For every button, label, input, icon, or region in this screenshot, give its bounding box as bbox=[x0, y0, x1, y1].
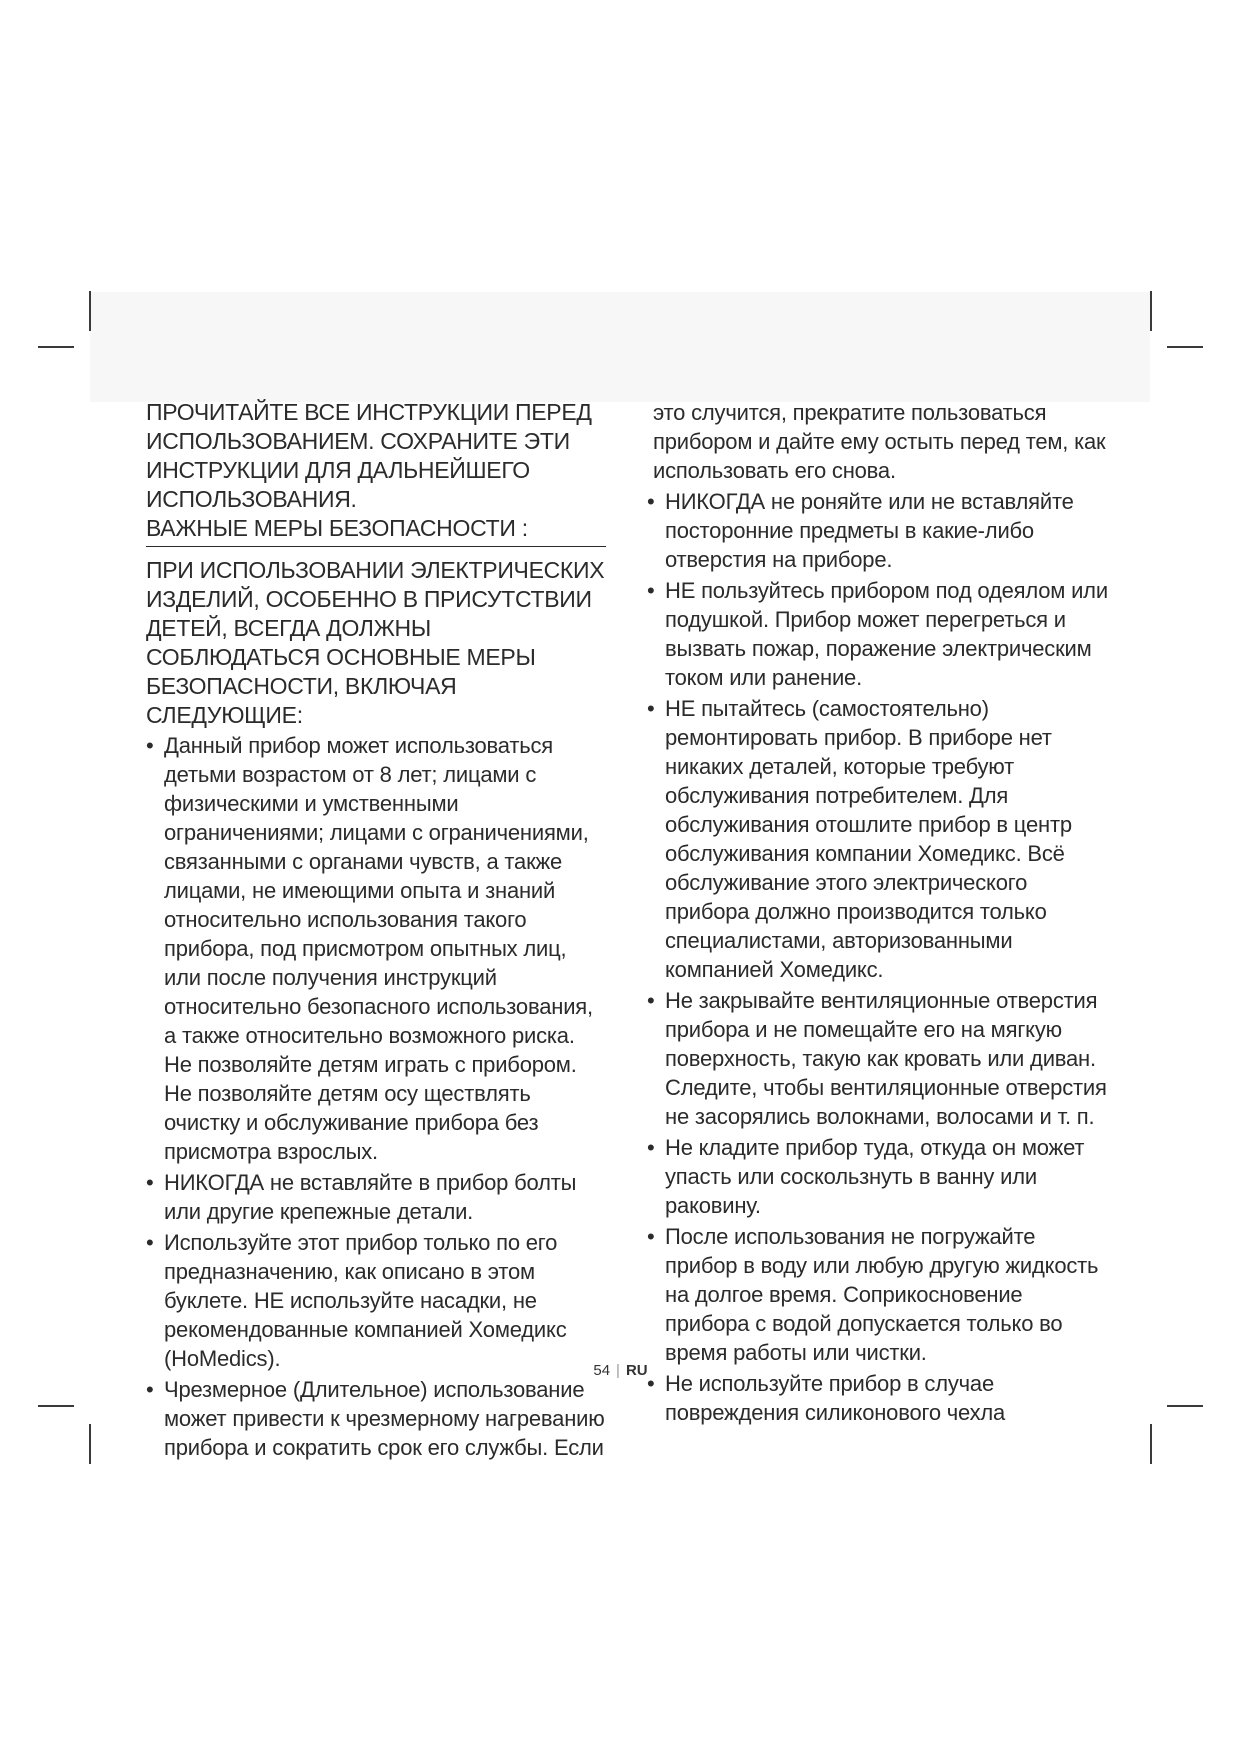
list-item: • НЕ пытайтесь (самостоятельно) ремонтировать прибор. В приборе нет никаких деталей, которые требуют обслуживания потребителем. Для обслуживания отошлите прибор в центр обслуживания компании Хомедикс. Всё обслуживание этого электрического прибора должно производится только специалистами, авторизованными компанией Хомедикс. bbox=[647, 696, 1072, 982]
left-bullet-list bbox=[146, 731, 606, 1462]
bullet-icon: • bbox=[647, 578, 655, 603]
crop-mark-bottom-left-vertical bbox=[89, 1424, 91, 1464]
list-item: • НИКОГДА не роняйте или не вставляйте посторонние предметы в какие-либо отверстия на приборе. bbox=[647, 489, 1074, 572]
page-number: 54 bbox=[593, 1362, 611, 1379]
list-item: • Данный прибор может использоваться детьми возрастом от 8 лет; лицами с физическими и умственными ограничениями; лицами с ограничениями, связанными с органами чувств, а также лицами, не имеющими опыта и знаний относительно использования такого прибора, под присмотром опытных лиц, или после получения инструкций относительно безопасного использования, а также относительно возможного риска. Не позволяйте детям играть с прибором. Не позволяйте детям осу ществлять очистку и обслуживание прибора без присмотра взрослых. bbox=[146, 733, 593, 1164]
list-item: • Чрезмерное (Длительное) использование может привести к чрезмерному нагреванию прибора и сократить срок его службы. Если bbox=[146, 1377, 605, 1460]
page-footer bbox=[0, 1362, 1241, 1379]
crop-mark-top-right-horizontal bbox=[1167, 346, 1203, 348]
language-code: RU bbox=[625, 1362, 648, 1379]
bullet-icon: • bbox=[647, 1371, 655, 1396]
header-background bbox=[90, 292, 1150, 402]
bullet-icon: • bbox=[146, 1170, 154, 1195]
footer-separator: | bbox=[616, 1362, 620, 1379]
instructions-heading: ПРОЧИТАЙТЕ ВСЕ ИНСТРУКЦИИ ПЕРЕД ИСПОЛЬЗОВАНИЕМ. СОХРАНИТЕ ЭТИ ИНСТРУКЦИИ ДЛЯ ДАЛЬНЕЙШЕГО ИСПОЛЬЗОВАНИЯ. bbox=[146, 399, 592, 512]
crop-mark-top-right-vertical bbox=[1150, 291, 1152, 331]
crop-mark-bottom-left-horizontal bbox=[38, 1405, 74, 1407]
list-item: • Не используйте прибор в случае повреждения силиконового чехла bbox=[647, 1371, 1006, 1425]
right-bullet-list bbox=[647, 487, 1112, 1427]
left-column bbox=[146, 398, 606, 1464]
bullet-icon: • bbox=[647, 1224, 655, 1249]
bullet-icon: • bbox=[647, 696, 655, 721]
crop-mark-bottom-right-vertical bbox=[1150, 1424, 1152, 1464]
bullet-icon: • bbox=[146, 1230, 154, 1255]
crop-mark-top-left-vertical bbox=[89, 291, 91, 331]
list-item: • После использования не погружайте прибор в воду или любую другую жидкость на долгое время. Соприкосновение прибора с водой допускается только во время работы или чистки. bbox=[647, 1224, 1099, 1365]
list-item: • НЕ пользуйтесь прибором под одеялом или подушкой. Прибор может перегреться и вызвать пожар, поражение электрическим током или ранение. bbox=[647, 578, 1108, 690]
bullet-icon: • bbox=[146, 1377, 154, 1402]
bullet-icon: • bbox=[647, 1135, 655, 1160]
list-item: • Используйте этот прибор только по его предназначению, как описано в этом буклете. НЕ используйте насадки, не рекомендованные компанией Хомедикс (HoMedics). bbox=[146, 1230, 567, 1371]
bullet-icon: • bbox=[647, 489, 655, 514]
crop-mark-bottom-right-horizontal bbox=[1167, 1405, 1203, 1407]
right-column bbox=[647, 398, 1112, 1429]
list-item: • Не кладите прибор туда, откуда он может упасть или соскользнуть в ванну или раковину. bbox=[647, 1135, 1085, 1218]
bullet-icon: • bbox=[146, 733, 154, 758]
crop-mark-top-left-horizontal bbox=[38, 346, 74, 348]
bullet-icon: • bbox=[647, 988, 655, 1013]
safety-intro: ПРИ ИСПОЛЬЗОВАНИИ ЭЛЕКТРИЧЕСКИХ ИЗДЕЛИЙ, ОСОБЕННО В ПРИСУТСТВИИ ДЕТЕЙ, ВСЕГДА ДОЛЖНЫ СОБЛЮДАТЬСЯ ОСНОВНЫЕ МЕРЫ БЕЗОПАСНОСТИ, ВКЛЮЧАЯ СЛЕДУЮЩИЕ: bbox=[146, 557, 605, 728]
list-item: • НИКОГДА не вставляйте в прибор болты или другие крепежные детали. bbox=[146, 1170, 577, 1224]
list-item: • Не закрывайте вентиляционные отверстия прибора и не помещайте его на мягкую поверхность, такую как кровать или диван. Следите, чтобы вентиляционные отверстия не засорялись волокнами, волосами и т. п. bbox=[647, 988, 1107, 1129]
continued-text: это случится, прекратите пользоваться прибором и дайте ему остыть перед тем, как использовать его снова. bbox=[653, 400, 1106, 483]
safety-subheading: ВАЖНЫЕ МЕРЫ БЕЗОПАСНОСТИ : bbox=[146, 514, 606, 547]
